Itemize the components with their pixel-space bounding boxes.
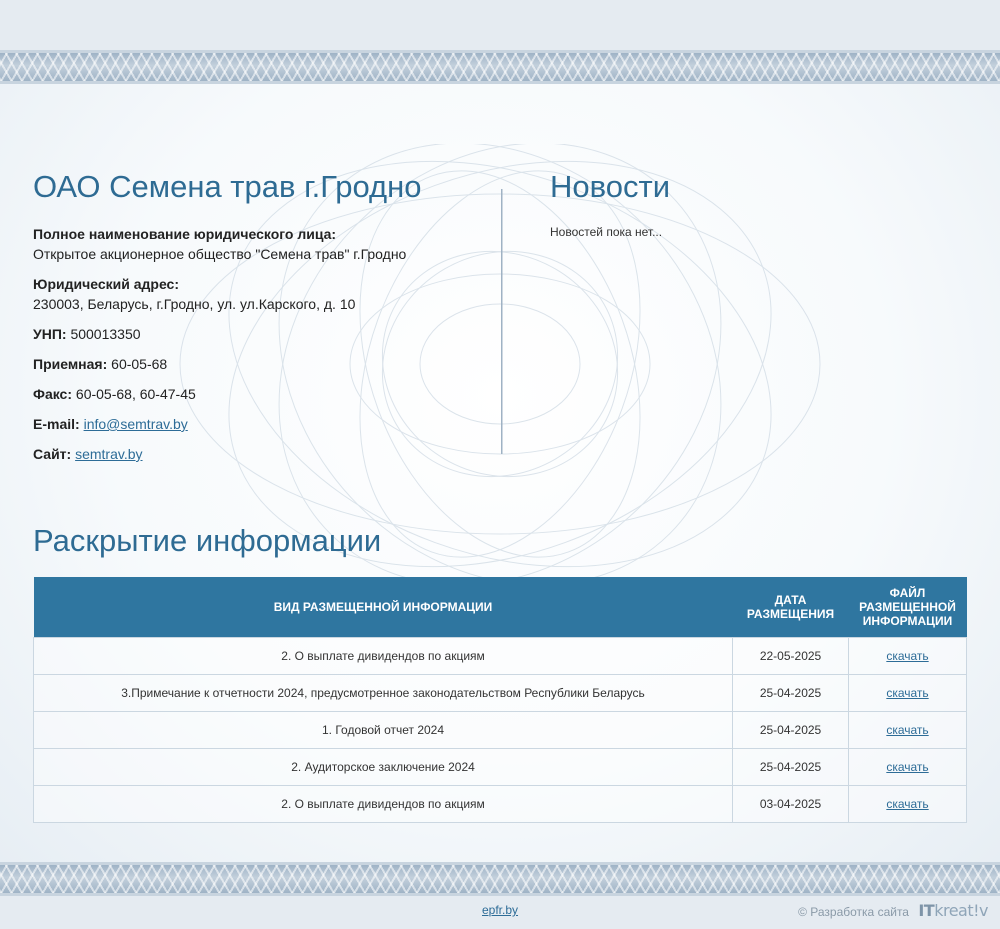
table-row bbox=[34, 785, 967, 822]
download-link[interactable]: скачать bbox=[886, 648, 929, 663]
download-link[interactable]: скачать bbox=[886, 796, 929, 811]
cell-type: 1. Годовой отчет 2024 bbox=[34, 711, 733, 748]
unp-label: УНП: bbox=[33, 326, 67, 342]
developer-logo-kreativ: kreat!v bbox=[934, 901, 988, 920]
table-row bbox=[34, 674, 967, 711]
company-info bbox=[33, 224, 483, 474]
column-header-date: ДАТА РАЗМЕЩЕНИЯ bbox=[733, 577, 849, 637]
main-content bbox=[0, 84, 1000, 862]
fax-value: 60-05-68, 60-47-45 bbox=[75, 386, 196, 402]
footer bbox=[0, 896, 1000, 929]
fax-block bbox=[33, 384, 483, 404]
site-block bbox=[33, 444, 483, 464]
cell-date: 25-04-2025 bbox=[733, 674, 849, 711]
disclosure-table bbox=[33, 577, 967, 823]
developer-credit bbox=[798, 901, 988, 920]
site-label: Сайт: bbox=[33, 446, 72, 462]
cell-file bbox=[849, 785, 967, 822]
cell-file bbox=[849, 674, 967, 711]
download-link[interactable]: скачать bbox=[886, 722, 929, 737]
top-bar bbox=[0, 0, 1000, 50]
cell-file bbox=[849, 711, 967, 748]
developer-logo[interactable] bbox=[918, 901, 988, 920]
cell-type: 2. О выплате дивидендов по акциям bbox=[34, 637, 733, 674]
full-name-label: Полное наименование юридического лица: bbox=[33, 226, 337, 242]
column-header-file: ФАЙЛ РАЗМЕЩЕННОЙ ИНФОРМАЦИИ bbox=[849, 577, 967, 637]
cell-date: 25-04-2025 bbox=[733, 748, 849, 785]
news-empty-message: Новостей пока нет... bbox=[550, 225, 663, 239]
table-row bbox=[34, 748, 967, 785]
disclosure-table-wrap bbox=[33, 577, 967, 823]
download-link[interactable]: скачать bbox=[886, 685, 929, 700]
cell-file bbox=[849, 637, 967, 674]
table-row bbox=[34, 711, 967, 748]
cell-file bbox=[849, 748, 967, 785]
email-label: E-mail: bbox=[33, 416, 80, 432]
full-name-value: Открытое акционерное общество "Семена трав" г.Гродно bbox=[33, 246, 407, 262]
news-title: Новости bbox=[550, 169, 671, 204]
reception-label: Приемная: bbox=[33, 356, 108, 372]
disclosure-title: Раскрытие информации bbox=[33, 523, 382, 558]
cell-date: 25-04-2025 bbox=[733, 711, 849, 748]
column-header-type: ВИД РАЗМЕЩЕННОЙ ИНФОРМАЦИИ bbox=[34, 577, 733, 637]
company-title: ОАО Семена трав г.Гродно bbox=[33, 169, 422, 204]
cell-type: 2. Аудиторское заключение 2024 bbox=[34, 748, 733, 785]
top-ornament-border bbox=[0, 50, 1000, 84]
address-block bbox=[33, 274, 483, 314]
cell-type: 2. О выплате дивидендов по акциям bbox=[34, 785, 733, 822]
developer-credit-text: © Разработка сайта bbox=[798, 905, 909, 919]
cell-date: 03-04-2025 bbox=[733, 785, 849, 822]
address-label: Юридический адрес: bbox=[33, 276, 179, 292]
address-value: 230003, Беларусь, г.Гродно, ул. ул.Карского, д. 10 bbox=[33, 296, 356, 312]
site-link[interactable]: semtrav.by bbox=[75, 446, 143, 462]
bottom-ornament-border bbox=[0, 862, 1000, 896]
table-row bbox=[34, 637, 967, 674]
email-link[interactable]: info@semtrav.by bbox=[83, 416, 188, 432]
download-link[interactable]: скачать bbox=[886, 759, 929, 774]
column-divider bbox=[500, 189, 503, 454]
fax-label: Факс: bbox=[33, 386, 73, 402]
unp-value: 500013350 bbox=[70, 326, 141, 342]
cell-type: 3.Примечание к отчетности 2024, предусмотренное законодательством Республики Беларусь bbox=[34, 674, 733, 711]
cell-date: 22-05-2025 bbox=[733, 637, 849, 674]
reception-block bbox=[33, 354, 483, 374]
table-header-row bbox=[34, 577, 967, 637]
footer-link[interactable]: epfr.by bbox=[482, 903, 519, 917]
developer-logo-it: IT bbox=[918, 901, 935, 920]
email-block bbox=[33, 414, 483, 434]
full-name-block bbox=[33, 224, 483, 264]
unp-block bbox=[33, 324, 483, 344]
reception-value: 60-05-68 bbox=[111, 356, 168, 372]
